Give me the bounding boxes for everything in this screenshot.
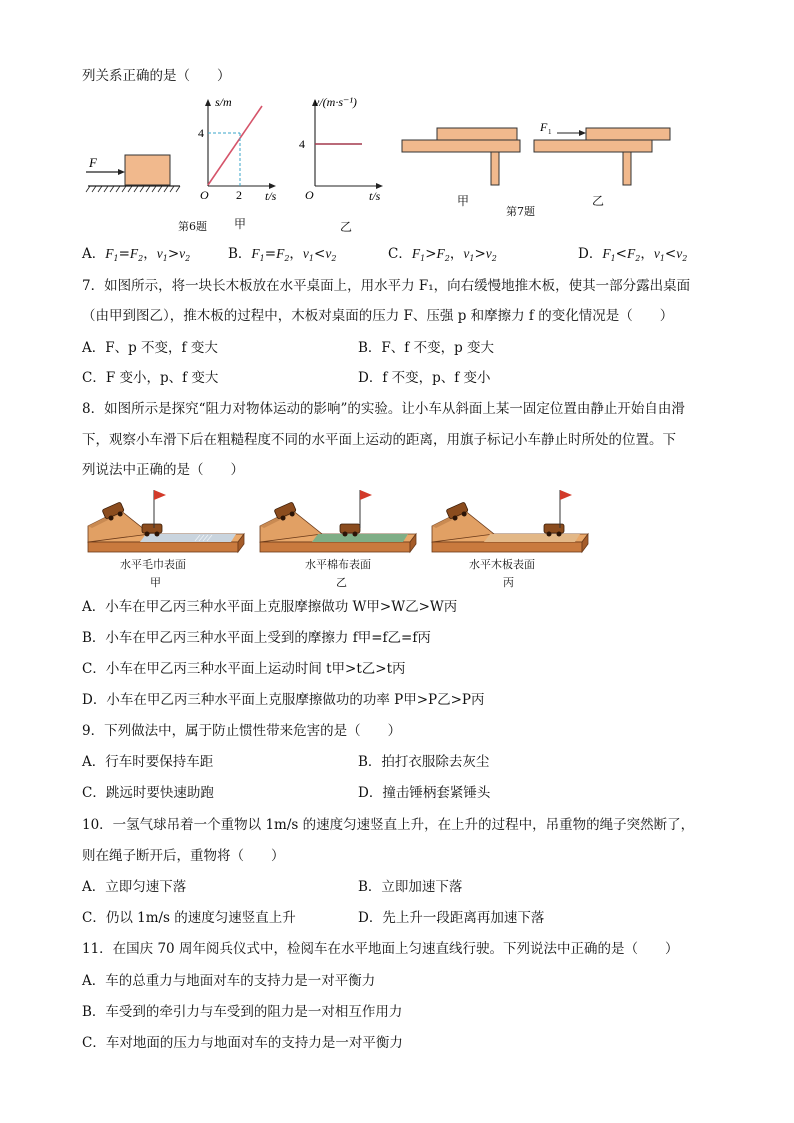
graph-b-x-label: t/s — [369, 189, 381, 203]
q8-option-c[interactable]: C．小车在甲乙丙三种水平面上运动时间 t甲>t乙>t丙 — [82, 661, 406, 677]
q7-option-d[interactable]: D．f 不变，p、f 变小 — [358, 370, 491, 386]
fig7-label-jia: 甲 — [457, 194, 470, 208]
q8-stem-line3: 列说法中正确的是（ ） — [82, 462, 244, 478]
q9-option-c[interactable]: C．跳远时要快速助跑 — [82, 785, 214, 801]
q8-stem-line2: 下，观察小车滑下后在粗糙程度不同的水平面上运动的距离，用旗子标记小车静止时所处的位置。下 — [82, 432, 676, 448]
q9-option-b[interactable]: B．拍打衣服除去灰尘 — [358, 754, 490, 770]
q8-option-b[interactable]: B．小车在甲乙丙三种水平面上受到的摩擦力 f甲=f乙=f丙 — [82, 630, 431, 646]
fig7-label-yi: 乙 — [592, 194, 605, 208]
q6-option-c[interactable]: C．$F_1>F_2$，$v_1>v_2$ — [388, 246, 497, 263]
q7-stem-line1: 7．如图所示，将一块长木板放在水平桌面上，用水平力 F₁，向右缓慢地推木板，使其一部分露出桌面 — [82, 278, 691, 294]
q10-option-c[interactable]: C．仍以 1m/s 的速度匀速竖直上升 — [82, 910, 296, 926]
q7-option-a[interactable]: A．F、p 不变，f 变大 — [82, 340, 218, 356]
q11-option-c[interactable]: C．车对地面的压力与地面对车的支持力是一对平衡力 — [82, 1035, 403, 1051]
q10-stem-line1: 10．一氢气球吊着一个重物以 1m/s 的速度匀速竖直上升，在上升的过程中，吊重物的绳子突然断了， — [82, 817, 695, 833]
question-stem-continuation: 列关系正确的是（ ） — [82, 68, 231, 84]
q10-stem-line2: 则在绳子断开后，重物将（ ） — [82, 848, 285, 864]
force-label-f: F — [89, 155, 97, 170]
q10-option-d[interactable]: D．先上升一段距离再加速下落 — [358, 910, 545, 926]
graph-b-origin: O — [305, 188, 314, 202]
q8-option-d[interactable]: D．小车在甲乙丙三种水平面上克服摩擦做功的功率 P甲>P乙>P丙 — [82, 692, 485, 708]
q9-stem: 9．下列做法中，属于防止惯性带来危害的是（ ） — [82, 723, 402, 739]
q11-stem: 11．在国庆 70 周年阅兵仪式中，检阅车在水平地面上匀速直线行驶。下列说法中正确的是（ ） — [82, 941, 679, 957]
q10-option-a[interactable]: A．立即匀速下落 — [82, 879, 187, 895]
graph-b-y-tick: 4 — [299, 137, 305, 151]
force-label-f1: F — [540, 120, 548, 134]
q9-option-a[interactable]: A．行车时要保持车距 — [82, 754, 214, 770]
q10-option-b[interactable]: B．立即加速下落 — [358, 879, 463, 895]
surface-cotton — [312, 534, 408, 542]
graph-a-x-tick: 2 — [236, 188, 242, 202]
graph-b-label: 乙 — [340, 220, 353, 234]
graph-a-origin: O — [200, 188, 209, 202]
q6-option-d[interactable]: D．$F_1<F_2$，$v_1<v_2$ — [578, 246, 688, 263]
q8-fig-surface-jia: 水平毛巾表面 — [120, 558, 186, 571]
q6-option-b[interactable]: B．$F_1=F_2$，$v_1<v_2$ — [228, 246, 337, 263]
q8-fig-surface-bing: 水平木板表面 — [469, 558, 535, 571]
force-label-f1-sub: 1 — [548, 128, 552, 136]
ramp-setup-bing — [432, 490, 588, 552]
graph-a-x-label: t/s — [265, 189, 277, 203]
q7-option-b[interactable]: B．F、f 不变，p 变大 — [358, 340, 495, 356]
q6-option-a[interactable]: A．$F_1=F_2$，$v_1>v_2$ — [82, 246, 191, 263]
q9-option-d[interactable]: D．撞击锤柄套紧锤头 — [358, 785, 491, 801]
q8-stem-line1: 8．如图所示是探究“阻力对物体运动的影响”的实验。让小车从斜面上某一固定位置由静止开始自由滑 — [82, 401, 685, 417]
ramp-setup-yi — [260, 490, 416, 552]
q7-option-c[interactable]: C．F 变小，p、f 变大 — [82, 370, 219, 386]
figure-7-caption: 第7题 — [506, 205, 535, 218]
graph-a-y-label: s/m — [215, 95, 232, 109]
surface-towel — [140, 534, 236, 542]
q8-fig-label-jia: 甲 — [150, 576, 161, 589]
q11-option-b[interactable]: B．车受到的牵引力与车受到的阻力是一对相互作用力 — [82, 1004, 403, 1020]
graph-a-label: 甲 — [234, 217, 247, 231]
q8-option-a[interactable]: A．小车在甲乙丙三种水平面上克服摩擦做功 W甲>W乙>W丙 — [82, 599, 458, 615]
q11-option-a[interactable]: A．车的总重力与地面对车的支持力是一对平衡力 — [82, 973, 376, 989]
q8-fig-label-yi: 乙 — [336, 576, 347, 589]
graph-a-y-tick: 4 — [198, 126, 204, 140]
graph-b-y-label: v/(m·s⁻¹) — [314, 95, 357, 109]
q7-stem-line2: （由甲到图乙），推木板的过程中，木板对桌面的压力 F、压强 p 和摩擦力 f 的变化情况是（ ） — [82, 308, 674, 324]
surface-wood — [484, 534, 580, 542]
ramp-setup-jia — [88, 490, 244, 552]
q8-fig-surface-yi: 水平棉布表面 — [305, 558, 371, 571]
figure-6-caption: 第6题 — [178, 220, 207, 233]
q8-fig-label-bing: 丙 — [503, 576, 514, 589]
